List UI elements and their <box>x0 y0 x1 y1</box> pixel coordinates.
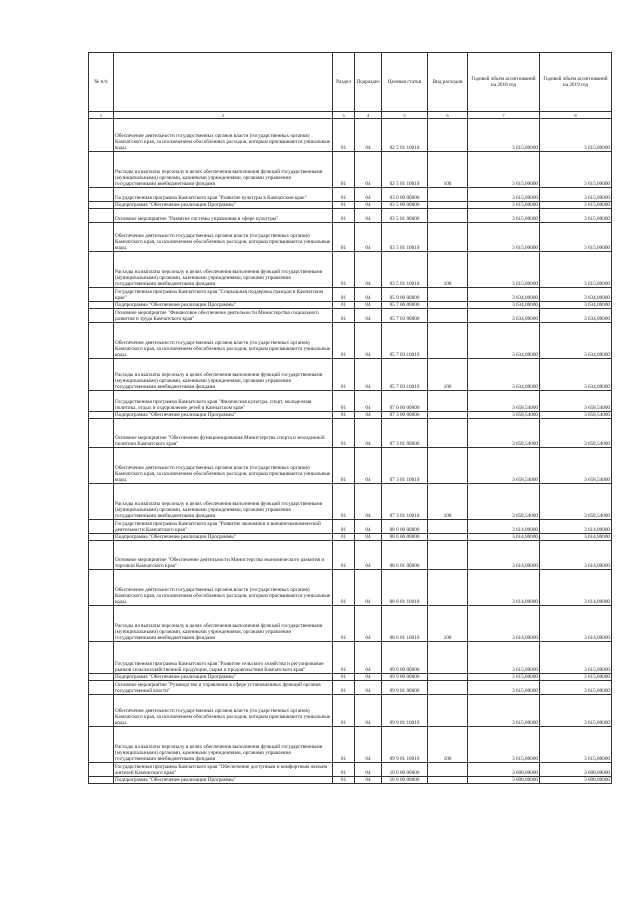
podrazdel-cell: 04 <box>355 323 382 359</box>
amount-2018-cell: 3 614,00000 <box>468 534 540 541</box>
table-row <box>89 302 612 309</box>
amount-2019-cell: 3 634,00000 <box>540 309 612 323</box>
amount-2019-cell: 3 608,00000 <box>540 777 612 784</box>
razdel-cell: 01 <box>333 252 355 288</box>
table-row <box>89 763 612 777</box>
razdel-cell: 01 <box>333 520 355 534</box>
target-article-cell: 08 6 01 00000 <box>382 541 428 570</box>
table-row <box>89 252 612 288</box>
table-row <box>89 681 612 695</box>
table-row <box>89 323 612 359</box>
amount-2019-cell: 3 615,00000 <box>540 674 612 681</box>
amount-2018-cell: 3 608,00000 <box>468 763 540 777</box>
amount-2018-cell: 3 614,00000 <box>468 520 540 534</box>
row-number-cell <box>89 674 114 681</box>
podrazdel-cell: 04 <box>355 209 382 223</box>
amount-2019-cell: 3 608,00000 <box>540 763 612 777</box>
header-amount-2018: Годовой объем ассигнований на 2018 год <box>468 53 540 112</box>
table-row <box>89 541 612 570</box>
amount-2018-cell: 3 658,54000 <box>468 484 540 520</box>
expense-name-cell: Государственная программа Камчатского края "Физическая культура, спорт, молодежная политика, отдых и оздоровление детей в Камчатском крае" <box>114 391 333 412</box>
expense-name-cell: Подпрограмма "Обеспечение реализации Программы" <box>114 534 333 541</box>
expense-type-cell <box>428 323 468 359</box>
amount-2018-cell: 3 608,00000 <box>468 777 540 784</box>
amount-2019-cell: 3 658,54000 <box>540 412 612 419</box>
podrazdel-cell: 04 <box>355 391 382 412</box>
podrazdel-cell: 04 <box>355 202 382 209</box>
razdel-cell: 01 <box>333 152 355 188</box>
row-number-cell <box>89 642 114 674</box>
razdel-cell: 01 <box>333 570 355 606</box>
row-number-cell <box>89 412 114 419</box>
target-article-cell: 10 0 00 00000 <box>382 763 428 777</box>
podrazdel-cell: 04 <box>355 288 382 302</box>
amount-2018-cell: 3 615,00000 <box>468 119 540 152</box>
row-number-cell <box>89 419 114 448</box>
row-number-cell <box>89 695 114 727</box>
table-row <box>89 484 612 520</box>
table-row <box>89 570 612 606</box>
row-number-cell <box>89 520 114 534</box>
table-row <box>89 727 612 763</box>
amount-2019-cell: 3 658,54000 <box>540 448 612 484</box>
table-row <box>89 223 612 252</box>
column-number: 2 <box>114 112 333 119</box>
row-number-cell <box>89 727 114 763</box>
amount-2018-cell: 3 614,00000 <box>468 606 540 642</box>
target-article-cell: 07 3 01 10010 <box>382 448 428 484</box>
expense-type-cell <box>428 188 468 202</box>
target-article-cell: 03 5 01 10010 <box>382 223 428 252</box>
table-row <box>89 359 612 391</box>
row-number-cell <box>89 541 114 570</box>
expense-type-cell: 100 <box>428 359 468 391</box>
column-number: 1 <box>89 112 114 119</box>
expense-type-cell <box>428 520 468 534</box>
table-row <box>89 119 612 152</box>
amount-2018-cell: 3 615,00000 <box>468 209 540 223</box>
table-row <box>89 412 612 419</box>
podrazdel-cell: 04 <box>355 763 382 777</box>
podrazdel-cell: 04 <box>355 448 382 484</box>
amount-2018-cell: 3 615,00000 <box>468 695 540 727</box>
expense-type-cell <box>428 202 468 209</box>
target-article-cell: 02 5 01 10010 <box>382 119 428 152</box>
expense-type-cell <box>428 570 468 606</box>
amount-2018-cell: 3 634,00000 <box>468 309 540 323</box>
row-number-cell <box>89 309 114 323</box>
amount-2018-cell: 3 615,00000 <box>468 252 540 288</box>
amount-2019-cell: 3 614,00000 <box>540 534 612 541</box>
expense-type-cell <box>428 412 468 419</box>
amount-2018-cell: 3 615,00000 <box>468 642 540 674</box>
amount-2019-cell: 3 615,00000 <box>540 209 612 223</box>
expense-type-cell: 100 <box>428 152 468 188</box>
table-row <box>89 606 612 642</box>
row-number-cell <box>89 484 114 520</box>
amount-2018-cell: 3 634,00000 <box>468 302 540 309</box>
target-article-cell: 03 0 00 00000 <box>382 188 428 202</box>
amount-2018-cell: 3 634,00000 <box>468 323 540 359</box>
expense-type-cell: 100 <box>428 252 468 288</box>
razdel-cell: 01 <box>333 695 355 727</box>
expense-type-cell: 100 <box>428 606 468 642</box>
podrazdel-cell: 04 <box>355 681 382 695</box>
row-number-cell <box>89 359 114 391</box>
podrazdel-cell: 04 <box>355 252 382 288</box>
amount-2018-cell: 3 634,00000 <box>468 359 540 391</box>
expense-type-cell <box>428 541 468 570</box>
target-article-cell: 09 9 00 00000 <box>382 674 428 681</box>
expense-type-cell <box>428 681 468 695</box>
expense-name-cell: Государственная программа Камчатского края "Развитие сельского хозяйства и регулирование рынков сельскохозяйственной продукции, сырья и продовольствия Камчатского края" <box>114 642 333 674</box>
target-article-cell: 09 0 00 00000 <box>382 642 428 674</box>
amount-2018-cell: 3 614,00000 <box>468 541 540 570</box>
amount-2018-cell: 3 658,54000 <box>468 419 540 448</box>
amount-2019-cell: 3 615,00000 <box>540 188 612 202</box>
expense-name-cell: Подпрограмма "Обеспечение реализации Программы" <box>114 777 333 784</box>
razdel-cell: 01 <box>333 391 355 412</box>
expense-type-cell <box>428 119 468 152</box>
target-article-cell: 09 9 01 10010 <box>382 727 428 763</box>
podrazdel-cell: 04 <box>355 695 382 727</box>
podrazdel-cell: 04 <box>355 119 382 152</box>
podrazdel-cell: 04 <box>355 727 382 763</box>
amount-2019-cell: 3 634,00000 <box>540 323 612 359</box>
expense-name-cell: Расходы на выплаты персоналу в целях обеспечения выполнения функций государственными (муниципальными) органами, казенными учреждениями, органами управления государственными внебюджетными фондами <box>114 484 333 520</box>
header-podrazdel: Подраздел <box>355 53 382 112</box>
target-article-cell: 05 7 00 00000 <box>382 302 428 309</box>
target-article-cell: 03 5 01 10010 <box>382 252 428 288</box>
expense-name-cell: Расходы на выплаты персоналу в целях обеспечения выполнения функций государственными (муниципальными) органами, казенными учреждениями, органами управления государственными внебюджетными фондами <box>114 727 333 763</box>
expense-name-cell: Основное мероприятие "Обеспечение функционирования Министерства спорта и молодежной политики Камчатского края" <box>114 419 333 448</box>
row-number-cell <box>89 202 114 209</box>
razdel-cell: 01 <box>333 727 355 763</box>
amount-2018-cell: 3 658,54000 <box>468 448 540 484</box>
amount-2018-cell: 3 615,00000 <box>468 223 540 252</box>
expense-name-cell: Подпрограмма "Обеспечение реализации Программы" <box>114 412 333 419</box>
table-row <box>89 520 612 534</box>
razdel-cell: 01 <box>333 309 355 323</box>
row-number-cell <box>89 209 114 223</box>
row-number-cell <box>89 681 114 695</box>
amount-2019-cell: 3 634,00000 <box>540 302 612 309</box>
expense-type-cell <box>428 209 468 223</box>
expense-type-cell <box>428 777 468 784</box>
amount-2019-cell: 3 658,54000 <box>540 391 612 412</box>
amount-2019-cell: 3 615,00000 <box>540 695 612 727</box>
razdel-cell: 01 <box>333 448 355 484</box>
amount-2019-cell: 3 615,00000 <box>540 152 612 188</box>
expense-type-cell <box>428 419 468 448</box>
razdel-cell: 01 <box>333 223 355 252</box>
header-razdel: Раздел <box>333 53 355 112</box>
expense-name-cell: Государственная программа Камчатского края "Развитие экономики и внешнеэкономической деятельности Камчатского края" <box>114 520 333 534</box>
expense-name-cell: Обеспечение деятельности государственных органов власти (государственных органов) Камчатского края, за исключением обособленных расходов, которым присваиваются уникальные коды. <box>114 570 333 606</box>
amount-2018-cell: 3 615,00000 <box>468 727 540 763</box>
row-number-cell <box>89 323 114 359</box>
amount-2019-cell: 3 634,00000 <box>540 359 612 391</box>
column-number: 3 <box>333 112 355 119</box>
target-article-cell: 07 3 00 00000 <box>382 412 428 419</box>
row-number-cell <box>89 763 114 777</box>
row-number-cell <box>89 119 114 152</box>
target-article-cell: 05 7 03 10010 <box>382 359 428 391</box>
razdel-cell: 01 <box>333 359 355 391</box>
amount-2019-cell: 3 634,00000 <box>540 288 612 302</box>
amount-2018-cell: 3 615,00000 <box>468 188 540 202</box>
expense-name-cell: Государственная программа Камчатского края "Обеспечение доступным и комфортным жильем жителей Камчатского края" <box>114 763 333 777</box>
expense-type-cell <box>428 288 468 302</box>
expense-name-cell: Подпрограмма "Обеспечение реализации Программы" <box>114 302 333 309</box>
expense-name-cell: Основное мероприятие "Развитие системы управления в сфере культуры" <box>114 209 333 223</box>
razdel-cell: 01 <box>333 412 355 419</box>
expense-type-cell <box>428 534 468 541</box>
amount-2019-cell: 3 614,00000 <box>540 520 612 534</box>
podrazdel-cell: 04 <box>355 606 382 642</box>
table-row <box>89 188 612 202</box>
column-number: 5 <box>382 112 428 119</box>
amount-2019-cell: 3 658,54000 <box>540 419 612 448</box>
expense-name-cell: Расходы на выплаты персоналу в целях обеспечения выполнения функций государственными (муниципальными) органами, казенными учреждениями, органами управления государственными внебюджетными фондами <box>114 606 333 642</box>
row-number-cell <box>89 252 114 288</box>
table-row <box>89 695 612 727</box>
razdel-cell: 01 <box>333 777 355 784</box>
expense-name-cell: Подпрограмма "Обеспечение реализации Программы" <box>114 674 333 681</box>
target-article-cell: 02 5 01 10010 <box>382 152 428 188</box>
podrazdel-cell: 04 <box>355 541 382 570</box>
podrazdel-cell: 04 <box>355 570 382 606</box>
expense-type-cell <box>428 763 468 777</box>
expense-name-cell: Обеспечение деятельности государственных органов власти (государственных органов) Камчатского края, за исключением обособленных расходов, которым присваиваются уникальные коды. <box>114 119 333 152</box>
target-article-cell: 09 9 01 00000 <box>382 681 428 695</box>
amount-2019-cell: 3 615,00000 <box>540 727 612 763</box>
column-number-row <box>89 112 612 119</box>
podrazdel-cell: 04 <box>355 534 382 541</box>
podrazdel-cell: 04 <box>355 642 382 674</box>
target-article-cell: 07 3 01 10010 <box>382 484 428 520</box>
table-row <box>89 309 612 323</box>
row-number-cell <box>89 223 114 252</box>
expense-name-cell: Основное мероприятие "Обеспечение деятельности Министерства экономического развития и торговли Камчатского края" <box>114 541 333 570</box>
target-article-cell: 05 7 03 00000 <box>382 309 428 323</box>
expense-name-cell: Основное мероприятие "Руководство и управление в сфере установленных функций органов государственной власти" <box>114 681 333 695</box>
podrazdel-cell: 04 <box>355 412 382 419</box>
podrazdel-cell: 04 <box>355 777 382 784</box>
row-number-cell <box>89 570 114 606</box>
razdel-cell: 01 <box>333 323 355 359</box>
podrazdel-cell: 04 <box>355 302 382 309</box>
column-number: 8 <box>540 112 612 119</box>
razdel-cell: 01 <box>333 606 355 642</box>
expense-name-cell: Основное мероприятие "Финансовое обеспечение деятельности Министерства социального развития и труда Камчатского края" <box>114 309 333 323</box>
row-number-cell <box>89 302 114 309</box>
table-row <box>89 391 612 412</box>
razdel-cell: 01 <box>333 209 355 223</box>
expense-type-cell <box>428 674 468 681</box>
expense-name-cell: Расходы на выплаты персоналу в целях обеспечения выполнения функций государственными (муниципальными) органами, казенными учреждениями, органами управления государственными внебюджетными фондами <box>114 152 333 188</box>
podrazdel-cell: 04 <box>355 223 382 252</box>
target-article-cell: 03 5 01 00000 <box>382 209 428 223</box>
table-row <box>89 288 612 302</box>
amount-2019-cell: 3 615,00000 <box>540 119 612 152</box>
expense-name-cell: Обеспечение деятельности государственных органов власти (государственных органов) Камчатского края, за исключением обособленных расходов, которым присваиваются уникальные коды. <box>114 448 333 484</box>
amount-2019-cell: 3 615,00000 <box>540 642 612 674</box>
table-row <box>89 534 612 541</box>
razdel-cell: 01 <box>333 288 355 302</box>
razdel-cell: 01 <box>333 419 355 448</box>
table-header-row <box>89 53 612 112</box>
expense-type-cell: 100 <box>428 727 468 763</box>
target-article-cell: 10 8 00 00000 <box>382 777 428 784</box>
budget-allocation-table <box>88 52 612 784</box>
amount-2019-cell: 3 615,00000 <box>540 202 612 209</box>
expense-type-cell <box>428 223 468 252</box>
table-row <box>89 419 612 448</box>
target-article-cell: 08 6 01 10010 <box>382 606 428 642</box>
podrazdel-cell: 04 <box>355 484 382 520</box>
expense-name-cell: Обеспечение деятельности государственных органов власти (государственных органов) Камчатского края, за исключением обособленных расходов, которым присваиваются уникальные коды. <box>114 695 333 727</box>
razdel-cell: 01 <box>333 119 355 152</box>
table-row <box>89 448 612 484</box>
expense-name-cell: Государственная программа Камчатского края "Развитие культуры в Камчатском крае" <box>114 188 333 202</box>
row-number-cell <box>89 152 114 188</box>
row-number-cell <box>89 448 114 484</box>
razdel-cell: 01 <box>333 763 355 777</box>
row-number-cell <box>89 391 114 412</box>
header-number: № п/п <box>89 53 114 112</box>
row-number-cell <box>89 534 114 541</box>
amount-2018-cell: 3 614,00000 <box>468 570 540 606</box>
row-number-cell <box>89 188 114 202</box>
target-article-cell: 07 0 00 00000 <box>382 391 428 412</box>
header-expense-type: Вид расходов <box>428 53 468 112</box>
razdel-cell: 01 <box>333 681 355 695</box>
amount-2019-cell: 3 615,00000 <box>540 681 612 695</box>
amount-2019-cell: 3 615,00000 <box>540 223 612 252</box>
razdel-cell: 01 <box>333 534 355 541</box>
row-number-cell <box>89 288 114 302</box>
amount-2018-cell: 3 615,00000 <box>468 674 540 681</box>
target-article-cell: 09 9 01 10010 <box>382 695 428 727</box>
target-article-cell: 05 7 03 10010 <box>382 323 428 359</box>
amount-2018-cell: 3 615,00000 <box>468 152 540 188</box>
podrazdel-cell: 04 <box>355 419 382 448</box>
target-article-cell: 08 6 00 00000 <box>382 534 428 541</box>
column-number: 7 <box>468 112 540 119</box>
expense-type-cell <box>428 642 468 674</box>
target-article-cell: 05 0 00 00000 <box>382 288 428 302</box>
table-row <box>89 202 612 209</box>
expense-type-cell: 100 <box>428 484 468 520</box>
table-row <box>89 209 612 223</box>
razdel-cell: 01 <box>333 484 355 520</box>
expense-type-cell <box>428 448 468 484</box>
razdel-cell: 01 <box>333 674 355 681</box>
razdel-cell: 01 <box>333 202 355 209</box>
podrazdel-cell: 04 <box>355 188 382 202</box>
amount-2019-cell: 3 614,00000 <box>540 606 612 642</box>
header-name <box>114 53 333 112</box>
table-body <box>89 119 612 784</box>
podrazdel-cell: 04 <box>355 152 382 188</box>
expense-name-cell: Расходы на выплаты персоналу в целях обеспечения выполнения функций государственными (муниципальными) органами, казенными учреждениями, органами управления государственными внебюджетными фондами <box>114 359 333 391</box>
column-number: 6 <box>428 112 468 119</box>
amount-2019-cell: 3 615,00000 <box>540 252 612 288</box>
amount-2019-cell: 3 614,00000 <box>540 570 612 606</box>
expense-name-cell: Расходы на выплаты персоналу в целях обеспечения выполнения функций государственными (муниципальными) органами, казенными учреждениями, органами управления государственными внебюджетными фондами <box>114 252 333 288</box>
amount-2019-cell: 3 614,00000 <box>540 541 612 570</box>
amount-2018-cell: 3 658,54000 <box>468 391 540 412</box>
table-row <box>89 674 612 681</box>
header-amount-2019: Годовой объем ассигнований на 2019 год <box>540 53 612 112</box>
expense-type-cell <box>428 695 468 727</box>
expense-type-cell <box>428 309 468 323</box>
razdel-cell: 01 <box>333 541 355 570</box>
expense-name-cell: Обеспечение деятельности государственных органов власти (государственных органов) Камчатского края, за исключением обособленных расходов, которым присваиваются уникальные коды. <box>114 323 333 359</box>
table-row <box>89 777 612 784</box>
table-row <box>89 642 612 674</box>
target-article-cell: 08 0 00 00000 <box>382 520 428 534</box>
header-target-article: Целевая статья <box>382 53 428 112</box>
target-article-cell: 03 5 00 00000 <box>382 202 428 209</box>
table-row <box>89 152 612 188</box>
target-article-cell: 08 6 01 10010 <box>382 570 428 606</box>
target-article-cell: 07 3 01 00000 <box>382 419 428 448</box>
column-number: 4 <box>355 112 382 119</box>
razdel-cell: 01 <box>333 642 355 674</box>
expense-name-cell: Подпрограмма "Обеспечение реализации Программы" <box>114 202 333 209</box>
podrazdel-cell: 04 <box>355 674 382 681</box>
amount-2018-cell: 3 615,00000 <box>468 681 540 695</box>
amount-2018-cell: 3 658,54000 <box>468 412 540 419</box>
podrazdel-cell: 04 <box>355 359 382 391</box>
podrazdel-cell: 04 <box>355 309 382 323</box>
row-number-cell <box>89 606 114 642</box>
expense-name-cell: Государственная программа Камчатского края "Социальная поддержка граждан в Камчатском крае" <box>114 288 333 302</box>
razdel-cell: 01 <box>333 302 355 309</box>
expense-type-cell <box>428 302 468 309</box>
podrazdel-cell: 04 <box>355 520 382 534</box>
expense-name-cell: Обеспечение деятельности государственных органов власти (государственных органов) Камчатского края, за исключением обособленных расходов, которым присваиваются уникальные коды. <box>114 223 333 252</box>
amount-2019-cell: 3 658,54000 <box>540 484 612 520</box>
razdel-cell: 01 <box>333 188 355 202</box>
amount-2018-cell: 3 615,00000 <box>468 202 540 209</box>
amount-2018-cell: 3 634,00000 <box>468 288 540 302</box>
row-number-cell <box>89 777 114 784</box>
expense-type-cell <box>428 391 468 412</box>
